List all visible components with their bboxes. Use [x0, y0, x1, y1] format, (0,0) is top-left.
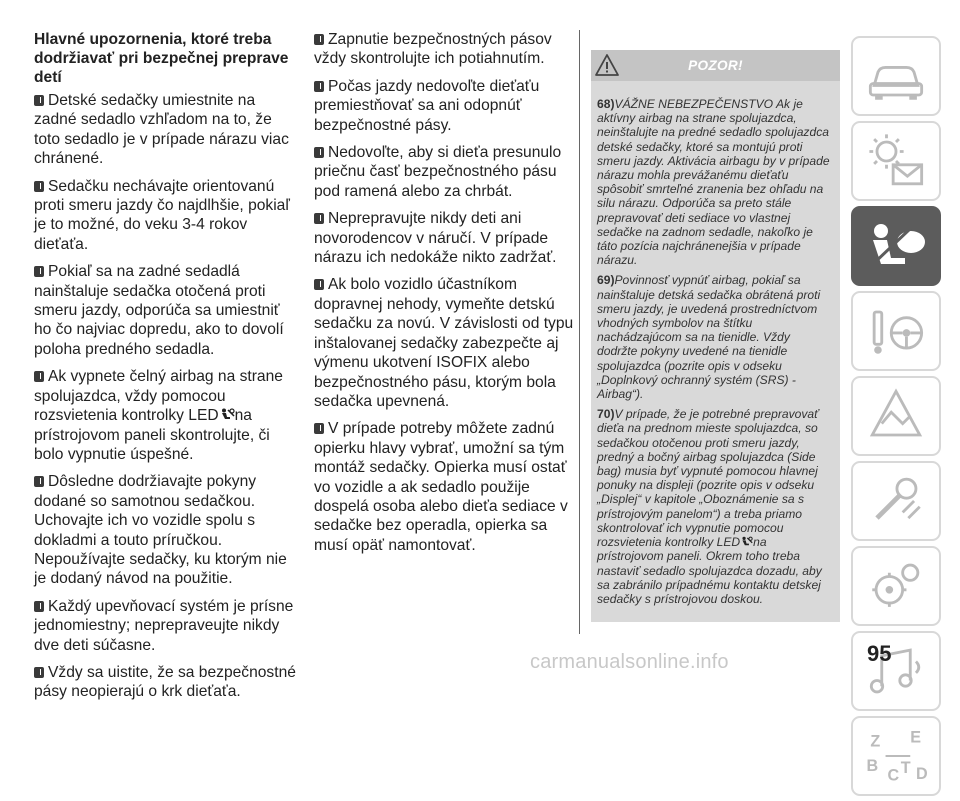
- list-item: Nedovoľte, aby si dieťa presunulo priečnu časť bezpečnostného pásu pod ramená alebo za chrbát.: [314, 144, 562, 200]
- checkbox-bullet-icon: [34, 266, 44, 277]
- checkbox-bullet-icon: [34, 476, 44, 487]
- list-item: Počas jazdy nedovoľte dieťaťu premiestňovať sa ani odopnúť bezpečnostné pásy.: [314, 77, 540, 134]
- car-icon: [853, 38, 939, 114]
- left-column: [34, 30, 296, 710]
- checkbox-bullet-icon: [314, 423, 324, 434]
- warning-note-69: 69)Povinnosť vypnúť airbag, pokiaľ sa nainštaluje detská sedačka obrátená proti smeru jazdy, je uvedená prostredníctvom vhodných symbolov na štítku nachádzajúcom sa na tienidle. Vždy dodržte pokyny uvedené na tienidle spolujazdca (pozrite opis v odseku „Doplnkový ochranný systém (SRS) - Airbag“).: [597, 273, 821, 402]
- list-item: Detské sedačky umiestnite na zadné sedadlo vzhľadom na to, že toto sedadlo je v prípade nárazu viac chránené.: [34, 92, 289, 168]
- starting-driving-icon: [853, 293, 939, 369]
- tab-emergency[interactable]: [851, 376, 941, 456]
- emergency-icon: [853, 378, 939, 454]
- column-divider: [579, 30, 580, 634]
- list-item: Ak bolo vozidlo účastníkom dopravnej nehody, vymeňte detskú sedačku za novú. V závislosti od typu inštalovanej sedačky zabezpečte aj výmenu ukotvení ISOFIX alebo bezpečnostného pásu, ktorým bola sedačka upevnená.: [314, 276, 574, 410]
- list-item: Pokiaľ sa na zadné sedadlá nainštaluje sedačka otočená proti smeru jazdy, odporúča sa umiestniť ho čo najviac dopredu, ako to dovolí poloha predného sedadla.: [34, 263, 284, 358]
- tab-maintenance[interactable]: [851, 461, 941, 541]
- middle-column: [314, 30, 576, 563]
- checkbox-bullet-icon: [314, 81, 324, 92]
- index-letter: D: [915, 764, 928, 783]
- checkbox-bullet-icon: [34, 371, 44, 382]
- chapter-sidebar: [851, 36, 941, 801]
- tab-technical-data[interactable]: [851, 546, 941, 626]
- watermark: carmanualsonline.info: [530, 651, 729, 673]
- checkbox-bullet-icon: [314, 213, 324, 224]
- list-item: Každý upevňovací systém je prísne jednomiestny; neprepraveujte nikdy dve deti súčasne.: [34, 597, 294, 654]
- list-item: Vždy sa uistite, že sa bezpečnostné pásy neopierajú o krk dieťaťa.: [34, 663, 296, 701]
- index-icon: [853, 718, 939, 794]
- tab-index[interactable]: [851, 716, 941, 796]
- multimedia-icon: [853, 633, 939, 709]
- index-letter: T: [900, 759, 911, 778]
- checkbox-bullet-icon: [314, 279, 324, 290]
- checkbox-bullet-icon: [34, 181, 44, 192]
- warning-body: [591, 81, 840, 606]
- section-heading: Hlavné upozornenia, ktoré treba dodržiavať pri bezpečnej preprave detí: [34, 31, 289, 86]
- index-letter: B: [866, 757, 879, 776]
- airbag-off-led-icon: [219, 408, 235, 422]
- warning-title: POZOR!: [688, 58, 743, 73]
- list-item: Neprepravujte nikdy deti ani novorodencov v náručí. V prípade nárazu ich nedokáže nikto zadržať.: [314, 210, 557, 267]
- list-item: V prípade potreby môžete zadnú opierku hlavy vybrať, umožní sa tým montáž sedačky. Opierka musí ostať vo vozidle a ak sedadlo použije dospelá osoba alebo dieťa sediace v sedačke bez operadla, opierka sa musí opäť namontovať.: [314, 420, 568, 554]
- list-item: Sedačku nechávajte orientovanú proti smeru jazdy čo najdlhšie, pokiaľ je to možné, do veku 3-4 rokov dieťaťa.: [34, 177, 290, 253]
- warning-lights-icon: [853, 123, 939, 199]
- index-letter: E: [910, 728, 922, 747]
- page-number: 95: [867, 641, 892, 666]
- checkbox-bullet-icon: [34, 601, 44, 612]
- warning-header: [591, 50, 840, 81]
- checkbox-bullet-icon: [34, 95, 44, 106]
- checkbox-bullet-icon: [34, 667, 44, 678]
- list-item: Zapnutie bezpečnostných pásov vždy skontrolujte ich potiahnutím.: [314, 31, 552, 68]
- tab-safety[interactable]: [851, 206, 941, 286]
- index-letter: Z: [870, 732, 881, 751]
- index-letter: C: [887, 766, 900, 785]
- technical-data-icon: [853, 548, 939, 624]
- warning-note-70: 70)V prípade, že je potrebné prepravovať dieťa na prednom mieste spolujazdca, so sedačkou otočenou proti smeru jazdy, predný a bočný airbag spolujazdca (Side bag) musia byť vypnuté pomocou hlavnej ponuky na displeji (pozrite opis v odseku „Displej“ v kapitole „Oboznámenie sa s prístrojovým panelom“) a treba priamo skontrolovať ich vypnutie pomocou rozsvietenia kontrolky LED na prístrojovom paneli. Okrem toho treba nastaviť sedadlo spolujazdca dozadu, aby sa zabránilo prípadnému kontaktu detskej sedačky s prístrojovou doskou.: [597, 407, 822, 606]
- tab-car[interactable]: [851, 36, 941, 116]
- checkbox-bullet-icon: [314, 147, 324, 158]
- tab-multimedia[interactable]: [851, 631, 941, 711]
- safety-airbag-icon: [851, 206, 941, 286]
- list-item: Ak vypnete čelný airbag na strane spolujazdca, vždy pomocou rozsvietenia kontrolky LED na prístrojovom paneli skontrolujte, či bolo vypnutie úspešné.: [34, 368, 283, 463]
- tab-warning-lights[interactable]: [851, 121, 941, 201]
- tab-starting-driving[interactable]: [851, 291, 941, 371]
- maintenance-icon: [853, 463, 939, 539]
- warning-note-68: 68)VÁŽNE NEBEZPEČENSTVO Ak je aktívny airbag na strane spolujazdca, neinštalujte na predné sedadlo spolujazdca detské sedačky, ktoré sa montujú proti smeru jazdy. Aktivácia airbagu by v prípade nárazu mohla prevážanému dieťaťu spôsobiť smrteľné zranenia bez ohľadu na silu nárazu. Odporúča sa preto stále prepravovať deti sediace vo vlastnej sedačke na zadnom sedadle, nakoľko je táto pozícia najchránenejšia v prípade nárazu.: [597, 97, 830, 268]
- airbag-off-led-icon: [740, 536, 753, 548]
- warning-box: [591, 50, 840, 622]
- checkbox-bullet-icon: [314, 34, 324, 45]
- list-item: Dôsledne dodržiavajte pokyny dodané so samotnou sedačkou. Uchovajte ich vo vozidle spolu s dokladmi a touto príručkou. Nepoužívajte sedačky, ku ktorým nie je dodaný návod na použitie.: [34, 473, 287, 588]
